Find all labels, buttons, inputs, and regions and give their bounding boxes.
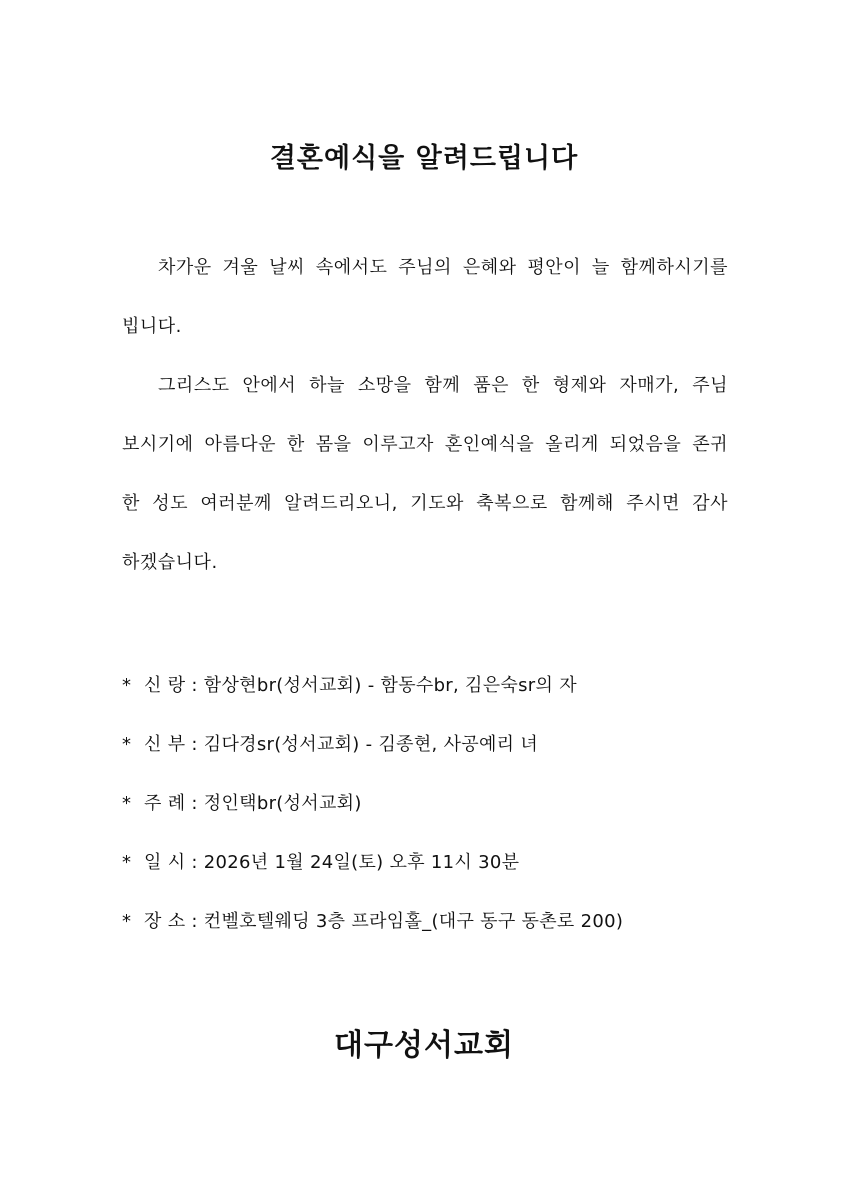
paragraph-announcement: 그리스도 안에서 하늘 소망을 함께 품은 한 형제와 자매가, 주님 보시기에 아름다운 한 몸을 이루고자 혼인예식을 올리게 되었음을 존귀한 성도 여러분께 알려드리오니, 기도와 축복으로 함께해 주시면 감사하겠습니다. (122, 375, 728, 573)
detail-value: 김다경sr(성서교회) - 김종현, 사공예리 녀 (203, 734, 539, 755)
paragraph-greeting: 차가운 겨울 날씨 속에서도 주님의 은혜와 평안이 늘 함께하시기를 빕니다. (122, 257, 728, 337)
bullet-mark: * (122, 675, 132, 696)
detail-row-venue (122, 908, 623, 967)
page-title: 결혼예식을 알려드립니다 (269, 143, 579, 174)
detail-label: 신 부 (144, 734, 186, 755)
detail-value: 2026년 1월 24일(토) 오후 11시 30분 (203, 852, 520, 873)
detail-value: 컨벨호텔웨딩 3층 프라임홀_(대구 동구 동촌로 200) (203, 911, 624, 932)
detail-row-officiant (122, 790, 623, 849)
ceremony-details (122, 672, 623, 967)
bullet-mark: * (122, 734, 132, 755)
detail-value: 정인택br(성서교회) (203, 793, 362, 814)
detail-separator: : (191, 675, 198, 696)
detail-separator: : (191, 793, 198, 814)
detail-separator: : (191, 911, 198, 932)
detail-label: 신 랑 (144, 675, 186, 696)
announcement-body (122, 238, 728, 592)
bullet-mark: * (122, 911, 132, 932)
detail-separator: : (191, 852, 198, 873)
detail-row-groom (122, 672, 623, 731)
detail-value: 함상현br(성서교회) - 함동수br, 김은숙sr의 자 (203, 675, 577, 696)
detail-row-datetime (122, 849, 623, 908)
detail-label: 일 시 (144, 852, 186, 873)
bullet-mark: * (122, 793, 132, 814)
detail-row-bride (122, 731, 623, 790)
detail-separator: : (191, 734, 198, 755)
detail-label: 장 소 (144, 911, 186, 932)
detail-label: 주 례 (144, 793, 186, 814)
church-name-footer: 대구성서교회 (334, 1028, 514, 1063)
bullet-mark: * (122, 852, 132, 873)
